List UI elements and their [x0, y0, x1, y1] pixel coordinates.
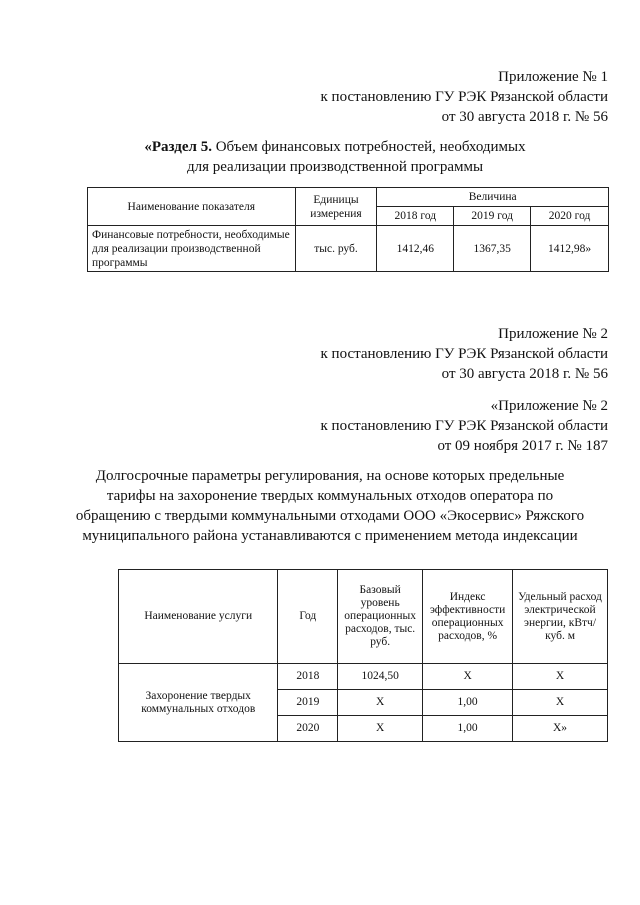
header-efficiency-index: Индекс эффективности операционных расходов, %	[423, 570, 513, 664]
appendix-2-old-title: «Приложение № 2	[490, 398, 608, 414]
row-value-2018: 1412,46	[377, 226, 454, 272]
header-year-2020: 2020 год	[531, 207, 609, 226]
appendix-1-date: от 30 августа 2018 г. № 56	[441, 109, 608, 125]
header-year-2018: 2018 год	[377, 207, 454, 226]
row-units: тыс. руб.	[295, 226, 377, 272]
row-2018-index: X	[423, 664, 513, 690]
row-2020-year: 2020	[278, 716, 338, 742]
header-value: Величина	[377, 188, 609, 207]
row-2020-index: 1,00	[423, 716, 513, 742]
params-line-4: муниципального района устанавливаются с применением метода индексации	[82, 528, 578, 544]
appendix-2-old-resolution: к постановлению ГУ РЭК Рязанской области	[320, 418, 608, 434]
header-energy-consumption: Удельный расход электрической энергии, кВтч/куб. м	[513, 570, 608, 664]
row-2018-year: 2018	[278, 664, 338, 690]
header-units: Единицы измерения	[295, 188, 377, 226]
regulation-params-heading	[40, 466, 620, 546]
params-line-3: обращению с твердыми коммунальными отходами ООО «Экосервис» Ряжского	[75, 508, 585, 524]
appendix-2-date: от 30 августа 2018 г. № 56	[441, 366, 608, 382]
params-line-2: тарифы на захоронение твердых коммунальных отходов оператора по	[106, 488, 554, 504]
appendix-2-header	[321, 324, 608, 384]
row-2018-energy: X	[513, 664, 608, 690]
row-2019-energy: X	[513, 690, 608, 716]
appendix-2-old-date: от 09 ноября 2017 г. № 187	[437, 438, 608, 454]
appendix-1-header	[321, 67, 608, 127]
appendix-2-old-header	[321, 396, 608, 456]
section-5-title-line2: для реализации производственной программы	[186, 159, 484, 175]
service-name-cell: Захоронение твердых коммунальных отходов	[119, 664, 278, 742]
section-5-heading	[60, 137, 610, 177]
row-value-2020: 1412,98»	[531, 226, 609, 272]
row-2020-energy: X»	[513, 716, 608, 742]
appendix-2-title: Приложение № 2	[498, 326, 608, 342]
header-indicator-name: Наименование показателя	[88, 188, 296, 226]
row-2019-base: X	[338, 690, 423, 716]
financial-needs-table	[87, 187, 609, 272]
header-year-2019: 2019 год	[454, 207, 531, 226]
params-line-1: Долгосрочные параметры регулирования, на основе которых предельные	[95, 468, 565, 484]
row-indicator-name: Финансовые потребности, необходимые для реализации производственной программы	[88, 226, 296, 272]
row-2020-base: X	[338, 716, 423, 742]
section-5-label: «Раздел 5.	[144, 139, 212, 155]
regulation-params-table	[118, 569, 608, 742]
appendix-2-resolution: к постановлению ГУ РЭК Рязанской области	[320, 346, 608, 362]
appendix-1-title: Приложение № 1	[498, 69, 608, 85]
row-value-2019: 1367,35	[454, 226, 531, 272]
header-year: Год	[278, 570, 338, 664]
appendix-1-resolution: к постановлению ГУ РЭК Рязанской области	[320, 89, 608, 105]
header-service-name: Наименование услуги	[119, 570, 278, 664]
header-base-cost: Базовый уровень операционных расходов, тыс. руб.	[338, 570, 423, 664]
row-2019-index: 1,00	[423, 690, 513, 716]
row-2018-base: 1024,50	[338, 664, 423, 690]
row-2019-year: 2019	[278, 690, 338, 716]
section-5-title: Объем финансовых потребностей, необходимых	[211, 139, 526, 155]
